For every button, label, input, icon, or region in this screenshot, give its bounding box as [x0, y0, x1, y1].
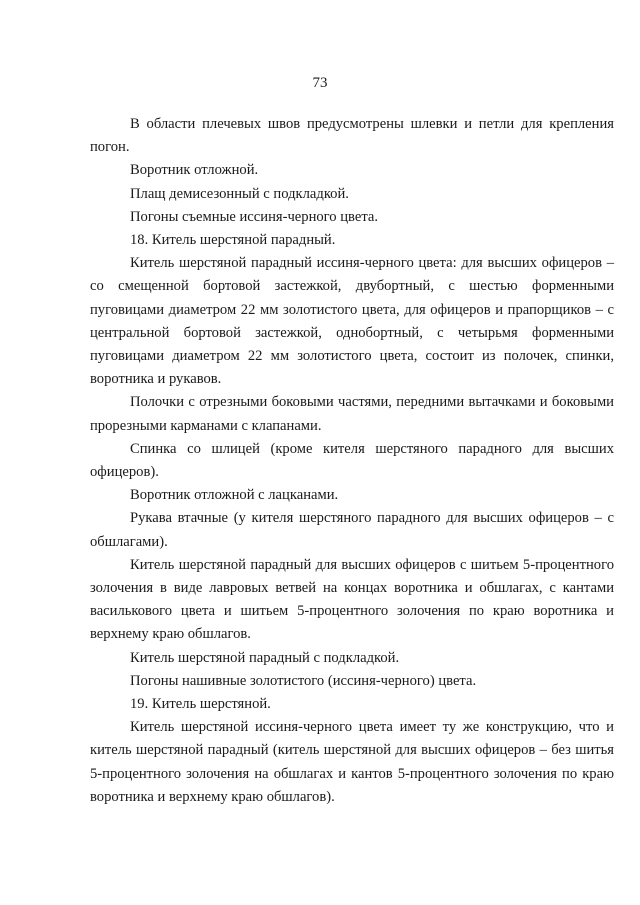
- paragraph-sleeves: Рукава втачные (у кителя шерстяного парадного для высших офицеров – с обшлагами).: [90, 510, 614, 550]
- paragraph-jacket-description: Китель шерстяной парадный иссиня-черного цвета: для высших офицеров – со смещенной бортовой застежкой, двубортный, с шестью форменными пуговицами диаметром 22 мм золотистого цвета, для офицеров и прапорщиков – с центральной бортовой застежкой, однобортный, с четырьмя форменными пуговицами диаметром 22 мм золотистого цвета, состоит из полочек, спинки, воротника и рукавов.: [90, 255, 614, 388]
- paragraph-raincoat: Плащ демисезонный с подкладкой.: [130, 185, 349, 202]
- paragraph-shoulder-boards: Погоны съемные иссиня-черного цвета.: [130, 208, 379, 225]
- paragraph-lining: Китель шерстяной парадный с подкладкой.: [130, 649, 400, 666]
- paragraph-wool-jacket: Китель шерстяной иссиня-черного цвета имеет ту же конструкцию, что и китель шерстяной парадный (китель шерстяной для высших офицеров – без шитья 5-процентного золочения на обшлагах и кантов 5-процентного золочения по краю воротника и верхнему краю обшлагов).: [90, 719, 614, 805]
- paragraph-heading-18: 18. Китель шерстяной парадный.: [130, 232, 336, 249]
- paragraph-shoulder-straps-loops: В области плечевых швов предусмотрены шлевки и петли для крепления погон.: [90, 116, 614, 156]
- paragraph-back: Спинка со шлицей (кроме кителя шерстяного парадного для высших офицеров).: [90, 440, 614, 481]
- paragraph-sewn-shoulder-boards: Погоны нашивные золотистого (иссиня-черного) цвета.: [130, 672, 477, 689]
- paragraph-heading-19: 19. Китель шерстяной.: [130, 696, 271, 713]
- body-text: [90, 113, 614, 809]
- paragraph-embroidery: Китель шерстяной парадный для высших офицеров с шитьем 5-процентного золочения в виде лавровых ветвей на концах воротника и обшлагах, с кантами василькового цвета и шитьем 5-процентного золочения по краю воротника и верхнему краю обшлагов.: [90, 556, 614, 643]
- paragraph-collar: Воротник отложной.: [130, 162, 259, 179]
- page-number: 73: [312, 75, 328, 91]
- paragraph-front-panels: Полочки с отрезными боковыми частями, передними вытачками и боковыми прорезными карманами с клапанами.: [90, 394, 614, 434]
- paragraph-lapel-collar: Воротник отложной с лацканами.: [130, 487, 339, 504]
